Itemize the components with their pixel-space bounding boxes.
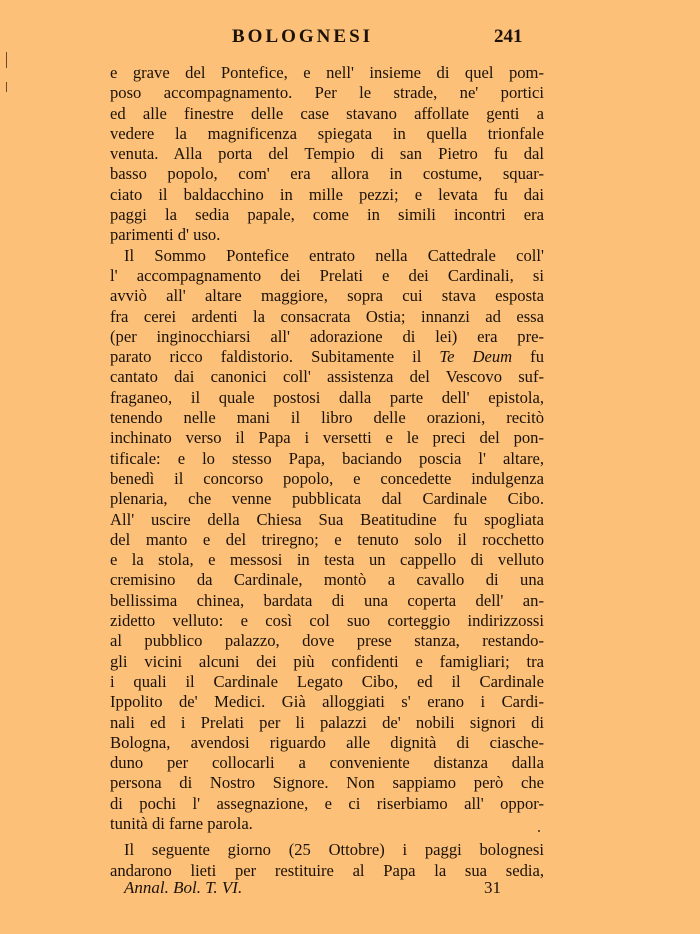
text-line: plenaria, che venne pubblicata dal Cardinale Cibo. [110,489,544,509]
text-line: paggi la sedia papale, come in simili incontri era [110,205,544,225]
text-line: ed alle finestre delle case stavano affollate genti a [110,103,544,123]
gutter-mark [6,52,7,68]
text-line: bellissima chinea, bardata di una coperta dell' an- [110,590,544,610]
text-line: e la stola, e messosi in testa un cappello di velluto [110,550,544,570]
text-line: vedere la magnificenza spiegata in quella trionfale [110,123,544,143]
text-line: inchinato verso il Papa i versetti e le preci del pon- [110,428,544,448]
italic-phrase: Te Deum [439,347,513,367]
paragraph [110,840,544,881]
text-line: cremisino da Cardinale, montò a cavallo di una [110,570,544,590]
text-line: nali ed i Prelati per li palazzi de' nobili signori di [110,712,544,732]
text-line: gli vicini alcuni dei più confidenti e famigliari; tra [110,651,544,671]
text-line: e grave del Pontefice, e nell' insieme di quel pom- [110,63,544,82]
text-line: al pubblico palazzo, dove prese stanza, restando- [110,631,544,651]
page-number: 241 [494,26,523,47]
text-line: Il Sommo Pontefice entrato nella Cattedrale coll' [124,245,544,265]
text-line: l' accompagnamento dei Prelati e dei Cardinali, si [110,265,544,285]
text-line: basso popolo, com' era allora in costume, squar- [110,164,544,184]
paragraph [110,246,544,835]
text-line: parimenti d' uso. [110,225,221,245]
text-segment: fu [530,347,544,367]
text-line: zidetto velluto: e così col suo corteggio indirizzossi [110,611,544,631]
text-line: Ippolito de' Medici. Già alloggiati s' erano i Cardi- [110,692,544,712]
page-header [232,26,532,52]
text-line: tenendo nelle mani il libro delle orazioni, recitò [110,408,544,428]
running-title: BOLOGNESI [232,26,374,47]
text-line: avviò all' altare maggiore, sopra cui stava esposta [110,286,544,306]
signature-mark: Annal. Bol. T. VI. [124,878,243,897]
text-line: i quali il Cardinale Legato Cibo, ed il Cardinale [110,671,544,691]
text-line: Bologna, avendosi riguardo alle dignità di ciasche- [110,732,544,752]
text-line: persona di Nostro Signore. Non sappiamo però che [110,773,544,793]
text-line: venuta. Alla porta del Tempio di san Pietro fu dal [110,144,544,164]
text-line: poso accompagnamento. Per le strade, ne' portici [110,83,544,103]
paragraph [110,63,544,246]
body-text [110,63,544,881]
signature-number: 31 [484,878,501,897]
text-line: benedì il concorso popolo, e concedette indulgenza [110,468,544,488]
text-line: ciato il baldacchino in mille pezzi; e levata fu dai [110,184,544,204]
text-line: di pochi l' assegnazione, e ci riserbiamo all' oppor- [110,793,544,813]
text-line: cantato dai canonici coll' assistenza del Vescovo suf- [110,367,544,387]
text-line: fraganeo, il quale postosi dalla parte dell' epistola, [110,387,544,407]
text-segment: parato ricco faldistorio. Subitamente il [110,347,422,367]
gutter-mark [6,82,7,92]
text-line: tunità di farne parola. [110,813,253,833]
ink-speck [538,830,540,832]
text-line: Il seguente giorno (25 Ottobre) i paggi bolognesi [124,840,544,860]
text-line: tificale: e lo stesso Papa, baciando poscia l' altare, [110,448,544,468]
text-line: del manto e del triregno; e tenuto solo il rocchetto [110,529,544,549]
text-line: fra cerei ardenti la consacrata Ostia; innanzi ad essa [110,306,544,326]
page-footer [124,878,524,900]
text-line: duno per collocarli a conveniente distanza dalla [110,753,544,773]
text-line: (per inginocchiarsi all' adorazione di lei) era pre- [110,326,544,346]
text-line [110,347,544,367]
text-line: All' uscire della Chiesa Sua Beatitudine fu spogliata [110,509,544,529]
text-line: andarono lieti per restituire al Papa la sua sedia, [110,860,544,880]
